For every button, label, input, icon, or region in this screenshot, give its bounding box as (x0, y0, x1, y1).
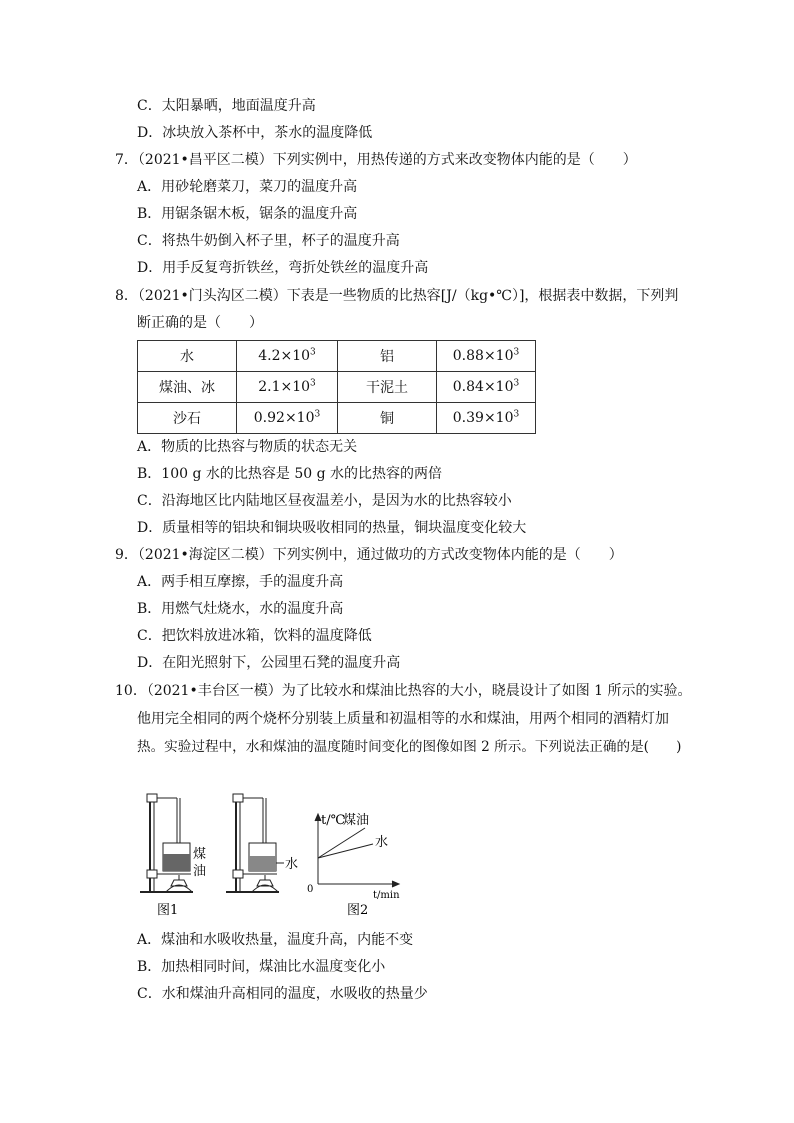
apparatus-water (226, 794, 284, 892)
table-cell: $4.2\times 10^3$ (237, 341, 338, 372)
table-row (138, 372, 536, 403)
q8-option-d: D．质量相等的铝块和铜块吸收相同的热量，铜块温度变化较大 (137, 520, 527, 536)
q10-stem-line1: 10．（2021•丰台区一模）为了比较水和煤油比热容的大小，晓晨设计了如图 1 所示的实验。 (115, 683, 692, 699)
graph-series-water: 水 (375, 835, 389, 850)
q8-stem-line2: 断正确的是（ ） (137, 315, 263, 331)
q8-stem-line1: 8．（2021•门头沟区二模）下表是一些物质的比热容[J/（kg•℃）]，根据表中数据，下列判 (115, 288, 679, 304)
graph-ylabel: t/℃ (321, 813, 346, 828)
fig2-caption: 图2 (347, 903, 369, 918)
table-row (138, 341, 536, 372)
table-cell: 沙石 (138, 403, 237, 434)
q10-stem-line3: 热。实验过程中，水和煤油的温度随时间变化的图像如图 2 所示。下列说法正确的是( ) (137, 739, 682, 755)
q9-stem: 9．（2021•海淀区二模）下列实例中，通过做功的方式改变物体内能的是（ ） (115, 547, 623, 563)
table-cell: 铜 (338, 403, 437, 434)
q7-option-d: D．用手反复弯折铁丝，弯折处铁丝的温度升高 (137, 260, 429, 276)
label-water: 水 (285, 857, 299, 872)
label-kerosene-2: 油 (193, 864, 207, 879)
graph-x-arrow (392, 881, 399, 887)
experiment-figure (135, 786, 410, 921)
table-cell: 铝 (338, 341, 437, 372)
q7-stem: 7．（2021•昌平区二模）下列实例中，用热传递的方式来改变物体内能的是（ ） (115, 152, 637, 168)
fig1-caption: 图1 (157, 903, 179, 918)
table-cell: 干泥土 (338, 372, 437, 403)
q6-option-c: C．太阳暴晒，地面温度升高 (137, 98, 316, 114)
table-cell: 煤油、冰 (138, 372, 237, 403)
q10-option-c: C．水和煤油升高相同的温度，水吸收的热量少 (137, 986, 428, 1002)
label-kerosene-1: 煤 (193, 847, 207, 862)
apparatus-kerosene (140, 794, 193, 892)
table-cell: $0.92\times 10^3$ (237, 403, 338, 434)
q9-option-d: D．在阳光照射下，公园里石凳的温度升高 (137, 655, 401, 671)
graph-line-kerosene (318, 828, 365, 858)
q8-option-a: A．物质的比热容与物质的状态无关 (137, 439, 358, 455)
q6-option-d: D．冰块放入茶杯中，茶水的温度降低 (137, 125, 373, 141)
q7-option-a: A．用砂轮磨菜刀，菜刀的温度升高 (137, 179, 358, 195)
table-cell: $0.84\times 10^3$ (437, 372, 536, 403)
table-cell: $0.88\times 10^3$ (437, 341, 536, 372)
graph-line-water (318, 844, 373, 858)
q7-option-b: B．用锯条锯木板，锯条的温度升高 (137, 206, 358, 222)
graph-series-kerosene: 煤油 (343, 813, 370, 828)
table-row (138, 403, 536, 434)
graph-xlabel: t/min (373, 890, 400, 901)
q10-option-b: B．加热相同时间，煤油比水温度变化小 (137, 959, 386, 975)
table-cell: 水 (138, 341, 237, 372)
table-cell: $2.1\times 10^3$ (237, 372, 338, 403)
q7-option-c: C．将热牛奶倒入杯子里，杯子的温度升高 (137, 233, 400, 249)
q8-option-b: B．100 g 水的比热容是 50 g 水的比热容的两倍 (137, 466, 442, 482)
table-cell: $0.39\times 10^3$ (437, 403, 536, 434)
graph-origin: 0 (307, 884, 314, 895)
q8-option-c: C．沿海地区比内陆地区昼夜温差小，是因为水的比热容较小 (137, 493, 512, 509)
q10-option-a: A．煤油和水吸收热量，温度升高，内能不变 (137, 932, 414, 948)
q9-option-a: A．两手相互摩擦，手的温度升高 (137, 574, 344, 590)
q9-option-c: C．把饮料放进冰箱，饮料的温度降低 (137, 628, 372, 644)
specific-heat-table (137, 340, 536, 434)
q10-stem-line2: 他用完全相同的两个烧杯分别装上质量和初温相等的水和煤油，用两个相同的酒精灯加 (137, 711, 669, 727)
q9-option-b: B．用燃气灶烧水，水的温度升高 (137, 601, 344, 617)
